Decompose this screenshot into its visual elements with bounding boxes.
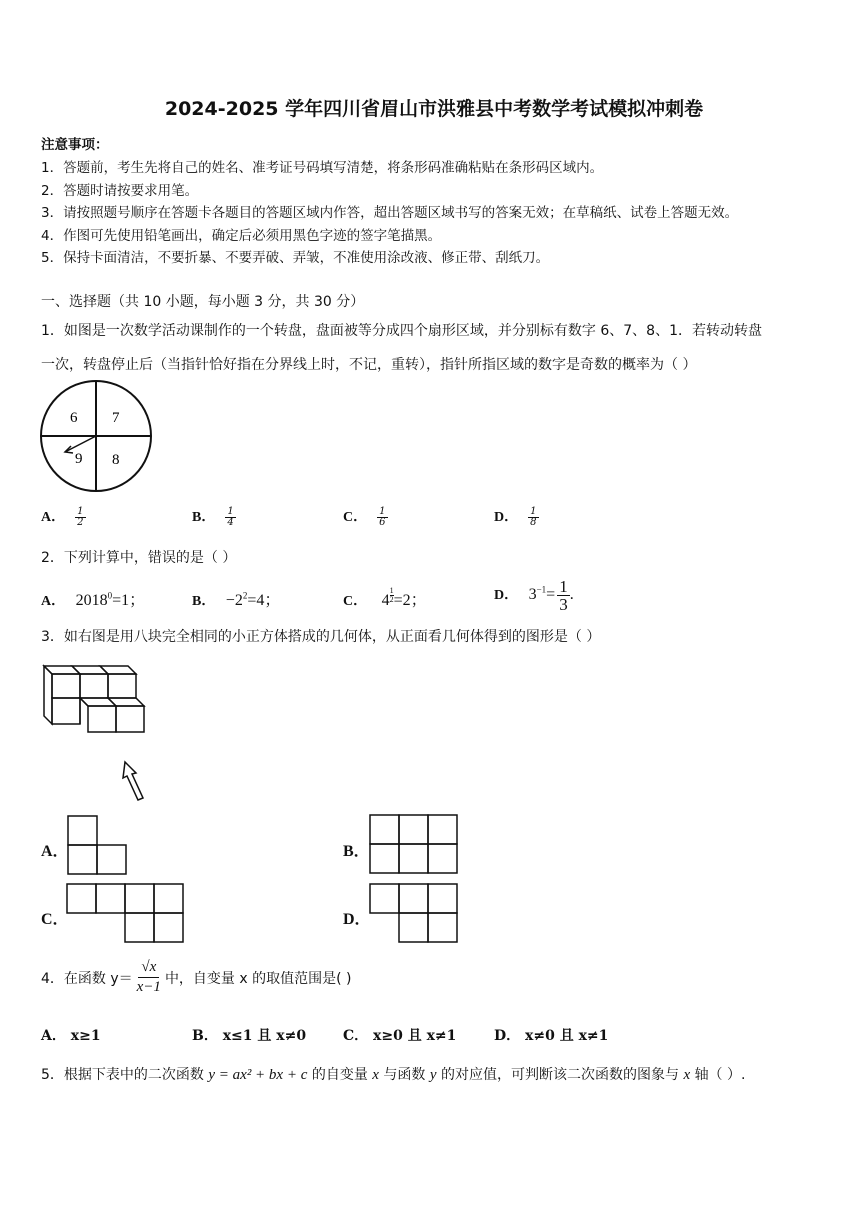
q2-stem: 2．下列计算中，错误的是（ ） <box>41 550 237 566</box>
q2-option-d[interactable]: D． $3^{-1}=$ $\frac{1}{3}$ . <box>494 577 574 614</box>
q1-option-c[interactable] <box>343 506 388 528</box>
q3-option-c-figure[interactable] <box>66 883 186 945</box>
notice-item: 2．答题时请按要求用笔。 <box>41 183 199 199</box>
q1-stem-line2: 一次，转盘停止后（当指针恰好指在分界线上时，不记，重转），指针所指区域的数字是奇数的概率为（ ） <box>41 357 697 373</box>
cube-solid-figure <box>40 660 152 740</box>
q3-option-b-figure[interactable] <box>369 814 459 876</box>
q1-option-b[interactable] <box>192 506 236 528</box>
notice-item: 5．保持卡面清洁，不要折暴、不要弄破、弄皱，不准使用涂改液、修正带、刮纸刀。 <box>41 250 550 266</box>
q4-denominator: x−1 <box>136 979 161 995</box>
spinner-label: 6 <box>70 410 78 426</box>
q4-option-b[interactable]: B． x≤1 且 x≠0 <box>192 1028 307 1044</box>
option-fraction: $\frac{1}{6}$ <box>379 505 386 528</box>
q2-option-b[interactable]: B． $-2^2=4$； <box>192 590 281 609</box>
page-title: 2024-2025 学年四川省眉山市洪雅县中考数学考试模拟冲刺卷 <box>164 98 704 120</box>
q3-option-a-label[interactable]: A． <box>41 843 69 860</box>
option-label: C． <box>343 510 368 525</box>
option-label: D． <box>494 510 519 525</box>
q3-option-b-label[interactable]: B． <box>343 843 370 860</box>
q3-stem: 3．如右图是用八块完全相同的小正方体搭成的几何体，从正面看几何体得到的图形是（ ） <box>41 629 601 645</box>
notice-item: 1．答题前，考生先将自己的姓名、准考证号码填写清楚，将条形码准确粘贴在条形码区域内。 <box>41 160 604 176</box>
spinner-label: 8 <box>112 452 120 468</box>
section-heading: 一、选择题（共 10 小题，每小题 3 分，共 30 分） <box>41 294 365 310</box>
option-fraction: $\frac{1}{4}$ <box>227 505 234 528</box>
q2-option-c[interactable]: C． 4 $\frac{1}{2}$ =2； <box>343 585 427 609</box>
option-fraction: $\frac{1}{2}$ <box>77 505 84 528</box>
q1-stem-line1: 1．如图是一次数学活动课制作的一个转盘，盘面被等分成四个扇形区域，并分别标有数字 6、7、8、1．若转动转盘 <box>41 323 762 339</box>
q3-option-a-figure[interactable] <box>67 815 129 877</box>
spinner-label: 7 <box>112 410 120 426</box>
q2-option-a[interactable]: A． $2018^0=1$； <box>41 590 146 609</box>
notice-item: 4．作图可先使用铅笔画出，确定后必须用黑色字迹的签字笔描黑。 <box>41 228 442 244</box>
notice-item: 3．请按照题号顺序在答题卡各题目的答题区域内作答，超出答题区域书写的答案无效；在草稿纸、试卷上答题无效。 <box>41 205 739 221</box>
q5-stem: 5．根据下表中的二次函数 y = ax² + bx + c 的自变量 x 与函数 y 的对应值，可判断该二次函数的图象与 x 轴（ ）. <box>41 1067 746 1083</box>
q4-numerator: √x <box>138 958 159 978</box>
view-direction-arrow <box>118 760 148 805</box>
q4-stem: 4．在函数 y＝ $\frac{√x}{x-1}$ 中，自变量 x 的取值范围是( ) <box>41 959 352 995</box>
notice-heading: 注意事项： <box>41 137 109 153</box>
spinner-figure <box>38 378 158 494</box>
spinner-label: 9 <box>75 451 83 467</box>
q1-option-a[interactable] <box>41 506 86 528</box>
q3-option-d-label[interactable]: D． <box>343 911 371 928</box>
q4-option-a[interactable]: A． x≥1 <box>41 1028 101 1044</box>
option-label: B． <box>192 510 216 525</box>
q4-option-c[interactable]: C． x≥0 且 x≠1 <box>343 1028 457 1044</box>
option-label: A． <box>41 510 66 525</box>
q5-formula: y = ax² + bx + c <box>208 1067 308 1083</box>
q3-option-d-figure[interactable] <box>369 883 461 945</box>
q1-option-d[interactable] <box>494 506 539 528</box>
q4-option-d[interactable]: D． x≠0 且 x≠1 <box>494 1028 609 1044</box>
q3-option-c-label[interactable]: C． <box>41 911 69 928</box>
option-fraction: $\frac{1}{8}$ <box>530 505 537 528</box>
